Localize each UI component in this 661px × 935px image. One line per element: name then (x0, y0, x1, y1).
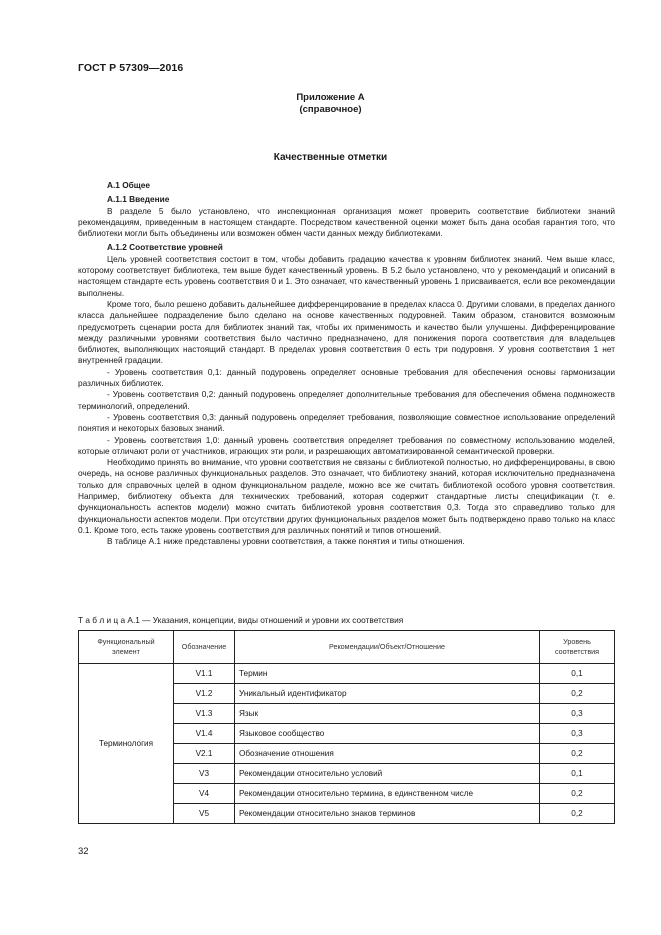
code-cell: V5 (174, 804, 235, 824)
table-caption: Т а б л и ц а А.1 — Указания, концепции, виды отношений и уровни их соответствия (78, 615, 404, 625)
table-header-row (79, 631, 615, 664)
column-header: Обозначение (174, 631, 235, 664)
code-cell: V3 (174, 764, 235, 784)
list-item: - Уровень соответствия 0,1: данный подуровень определяет основные требования для обеспечения основы гармонизации различных библиотек. (78, 366, 615, 389)
name-cell: Термин (235, 664, 540, 684)
code-cell: V1.3 (174, 704, 235, 724)
name-cell: Рекомендации относительно условий (235, 764, 540, 784)
code-cell: V1.1 (174, 664, 235, 684)
annex-subtitle: (справочное) (299, 104, 362, 115)
code-cell: V4 (174, 784, 235, 804)
list-item: - Уровень соответствия 0,2: данный подуровень определяет дополнительные требования для обеспечения обмена подмножеств терминологий, определений. (78, 389, 615, 411)
code-cell: V1.2 (174, 684, 235, 704)
code-cell: V2.1 (174, 744, 235, 764)
standard-number: ГОСТ Р 57309—2016 (78, 62, 184, 74)
level-cell: 0,3 (540, 724, 615, 744)
level-cell: 0,2 (540, 804, 615, 824)
level-cell: 0,2 (540, 684, 615, 704)
name-cell: Язык (235, 704, 540, 724)
level-cell: 0,3 (540, 704, 615, 724)
body-text (78, 180, 615, 548)
paragraph: В таблице А.1 ниже представлены уровни соответствия, а также понятия и типы отношения. (107, 536, 465, 547)
paragraph: Кроме того, было решено добавить дальнейшее дифференцирование в пределах класса 0. Другими словами, в пределах данного класса дальнейшее подразделение было сделано на основе качественных подуровней. Таким образом, становится возможным предусмотреть сценарии роста для библиотек знаний так, чтобы их применимость и качество были улучшены. Дифференцирование между различными уровнями соответствия было частично предназначено, для понижения порога соответствия для владельцев библиотек, выполняющих настоящий стандарт. В пределах уровня соответствия 0 есть три подуровня. У уровня соответствия 1 нет внутренней градации. (78, 298, 615, 366)
name-cell: Уникальный идентификатор (235, 684, 540, 704)
list-item: - Уровень соответствия 0,3: данный подуровень определяет требования, позволяющие совместное использование определений понятия и некоторых базовых знаний. (78, 411, 615, 434)
level-cell: 0,1 (540, 664, 615, 684)
annex-title: Приложение А (296, 92, 365, 103)
section-heading: А.1.2 Соответствие уровней (107, 242, 223, 253)
name-cell: Обозначение отношения (235, 744, 540, 764)
paragraph: Необходимо принять во внимание, что уровни соответствия не связаны с библиотекой полностью, но дифференцированы, в свою очередь, на основе различных функциональных разделов. Это означает, что библиотеку знаний, которая исключительно предназначена только для справочных целей в одном функциональном разделе, можно все же считать библиотекой особого уровня соответствия. Например, библиотеку объекта для технических требований, которая содержит стандартные листы спецификации (т. е. функциональность аспектов модели) можно считать библиотекой уровня соответствия 0,3. Тогда это справедливо только для функциональности аспектов модели. При отсутствии других функциональных разделов может быть подтверждено право только на класс 0.1. Кроме того, есть также уровень соответствия для различных понятий и типов отношений. (78, 457, 615, 535)
level-cell: 0,2 (540, 744, 615, 764)
paragraph: Цель уровней соответствия состоит в том, чтобы добавить градацию качества к уровням библиотек знаний. Чем выше класс, которому соответствует библиотека, тем выше будет качественный уровень. В 5.2 было установлено, что у рекомендаций и описаний в настоящем стандарте есть уровень соответствия 0 и 1. Это означает, что качественный уровень 1 присваивается, если все рекомендации выполнены. (78, 253, 615, 298)
name-cell: Рекомендации относительно знаков терминов (235, 804, 540, 824)
column-header: Рекомендации/Объект/Отношение (235, 631, 540, 664)
list-item: - Уровень соответствия 1,0: данный уровень соответствия определяет требования по совместному использованию моделей, которые отличают роли от участников, играющих эти роли, и разрешающих автоматизированной семантической проверки. (78, 434, 615, 456)
level-cell: 0,2 (540, 784, 615, 804)
level-cell: 0,1 (540, 764, 615, 784)
page-number: 32 (78, 846, 89, 857)
column-header: Функциональный элемент (79, 631, 174, 664)
paragraph: В разделе 5 было установлено, что инспекционная организация может проверить соответствие библиотеки знаний рекомендациям, приведенным в настоящем стандарте. Посредством качественной оценки может быть дана особая гарантия того, что библиотеки могли быть объединены или возможен обмен части данных между библиотеками. (78, 205, 615, 239)
column-header: Уровень соответствия (540, 631, 615, 664)
name-cell: Языковое сообщество (235, 724, 540, 744)
page-title: Качественные отметки (273, 152, 388, 163)
code-cell: V1.4 (174, 724, 235, 744)
name-cell: Рекомендации относительно термина, в единственном числе (235, 784, 540, 804)
group-cell: Терминология (79, 664, 174, 824)
section-heading: А.1.1 Введение (107, 194, 170, 205)
conformance-table (78, 630, 615, 824)
table-row (79, 664, 615, 684)
section-heading: А.1 Общее (107, 180, 151, 190)
